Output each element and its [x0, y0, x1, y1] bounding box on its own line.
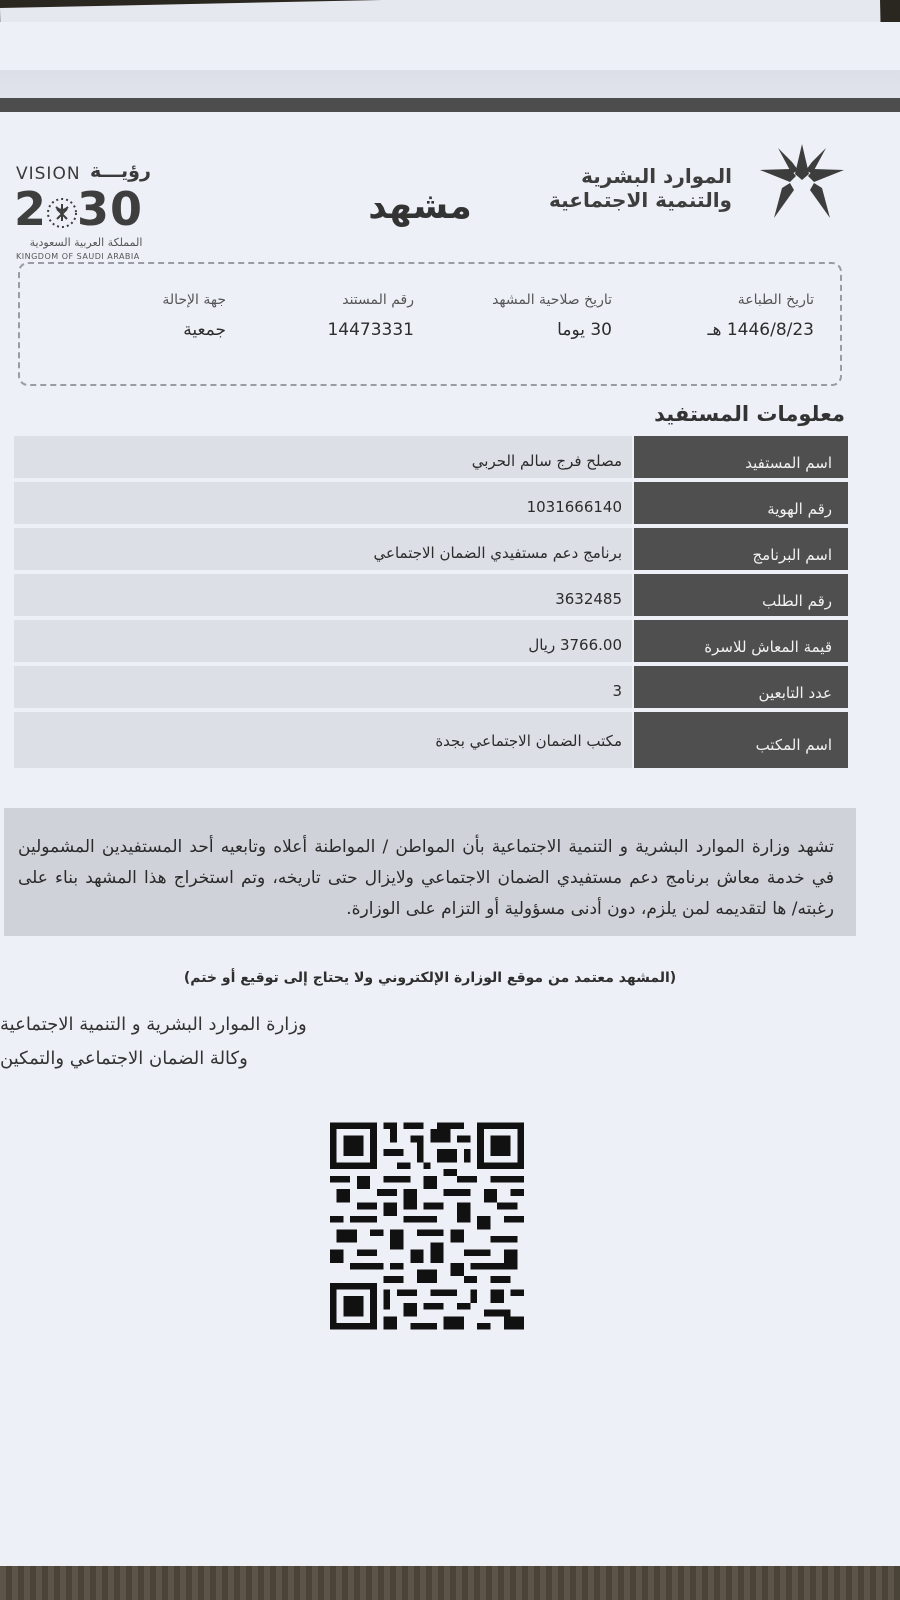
row-value: 3632485 [14, 574, 632, 618]
statement-paragraph: تشهد وزارة الموارد البشرية و التنمية الاجتماعية بأن المواطن / المواطنة أعلاه وتابعيه أحد المستفيدين المشمولين في خدمة معاش برنامج دعم مستفيدي الضمان الاجتماعي ولايزال حتى تاريخه، وتم استخراج هذا المشهد بناء على رغبته/ ها لتقديمه لمن يلزم، دون أدنى مسؤولية أو التزام على الوزارة. [4, 808, 856, 936]
beneficiary-table [14, 436, 848, 770]
saudi-emblem-icon [47, 195, 77, 231]
ministry-logo [549, 136, 852, 226]
row-label: اسم المستفيد [634, 436, 848, 480]
row-label: اسم المكتب [634, 712, 848, 770]
document-title: مشهد [368, 186, 472, 227]
table-row [14, 666, 848, 712]
row-label: رقم الطلب [634, 574, 848, 618]
row-label: اسم البرنامج [634, 528, 848, 572]
table-row [14, 528, 848, 574]
row-label: عدد التابعين [634, 666, 848, 710]
row-value: مصلح فرج سالم الحربي [14, 436, 632, 480]
table-row [14, 574, 848, 620]
row-value: برنامج دعم مستفيدي الضمان الاجتماعي [14, 528, 632, 572]
vision-word: VISION [16, 164, 81, 184]
row-label: رقم الهوية [634, 482, 848, 526]
ministry-mark-icon [752, 136, 852, 226]
vision-arabic-word: رؤيـــة [90, 160, 151, 182]
vision-year: 2 30 [14, 182, 144, 236]
document-info-box [18, 262, 842, 386]
issuer-line2: وكالة الضمان الاجتماعي والتمكين [0, 1048, 248, 1069]
beneficiary-section-title: معلومات المستفيد [654, 402, 845, 426]
kingdom-arabic-name: المملكة العربية السعودية [29, 236, 143, 249]
issuer-line1: وزارة الموارد البشرية و التنمية الاجتماعية [0, 1014, 307, 1035]
referral-field: جهة الإحالة جمعية [162, 292, 226, 340]
background-fabric [0, 1566, 900, 1600]
row-value: 3766.00 ريال [14, 620, 632, 664]
table-row [14, 620, 848, 666]
validity-field: تاريخ صلاحية المشهد 30 يوما [492, 292, 612, 340]
ministry-name-line1: الموارد البشرية [581, 164, 732, 188]
row-value: 1031666140 [14, 482, 632, 526]
table-row [14, 482, 848, 528]
approval-note: (المشهد معتمد من موقع الوزارة الإلكتروني ولا يحتاج إلى توقيع أو ختم) [183, 970, 677, 986]
table-row [14, 712, 848, 770]
header-dark-bar [0, 98, 900, 112]
table-row [14, 436, 848, 482]
print-date-field: تاريخ الطباعة 1446/8/23 هـ [707, 292, 814, 340]
row-label: قيمة المعاش للاسرة [634, 620, 848, 664]
kingdom-english-name: KINGDOM OF SAUDI ARABIA [16, 252, 140, 261]
ministry-name-line2: والتنمية الاجتماعية [549, 188, 732, 212]
row-value: 3 [14, 666, 632, 710]
vision-2030-logo [14, 160, 164, 260]
document-number-field: رقم المستند 14473331 [327, 292, 414, 340]
row-value: مكتب الضمان الاجتماعي بجدة [14, 712, 632, 770]
qr-code-icon [330, 1122, 524, 1330]
